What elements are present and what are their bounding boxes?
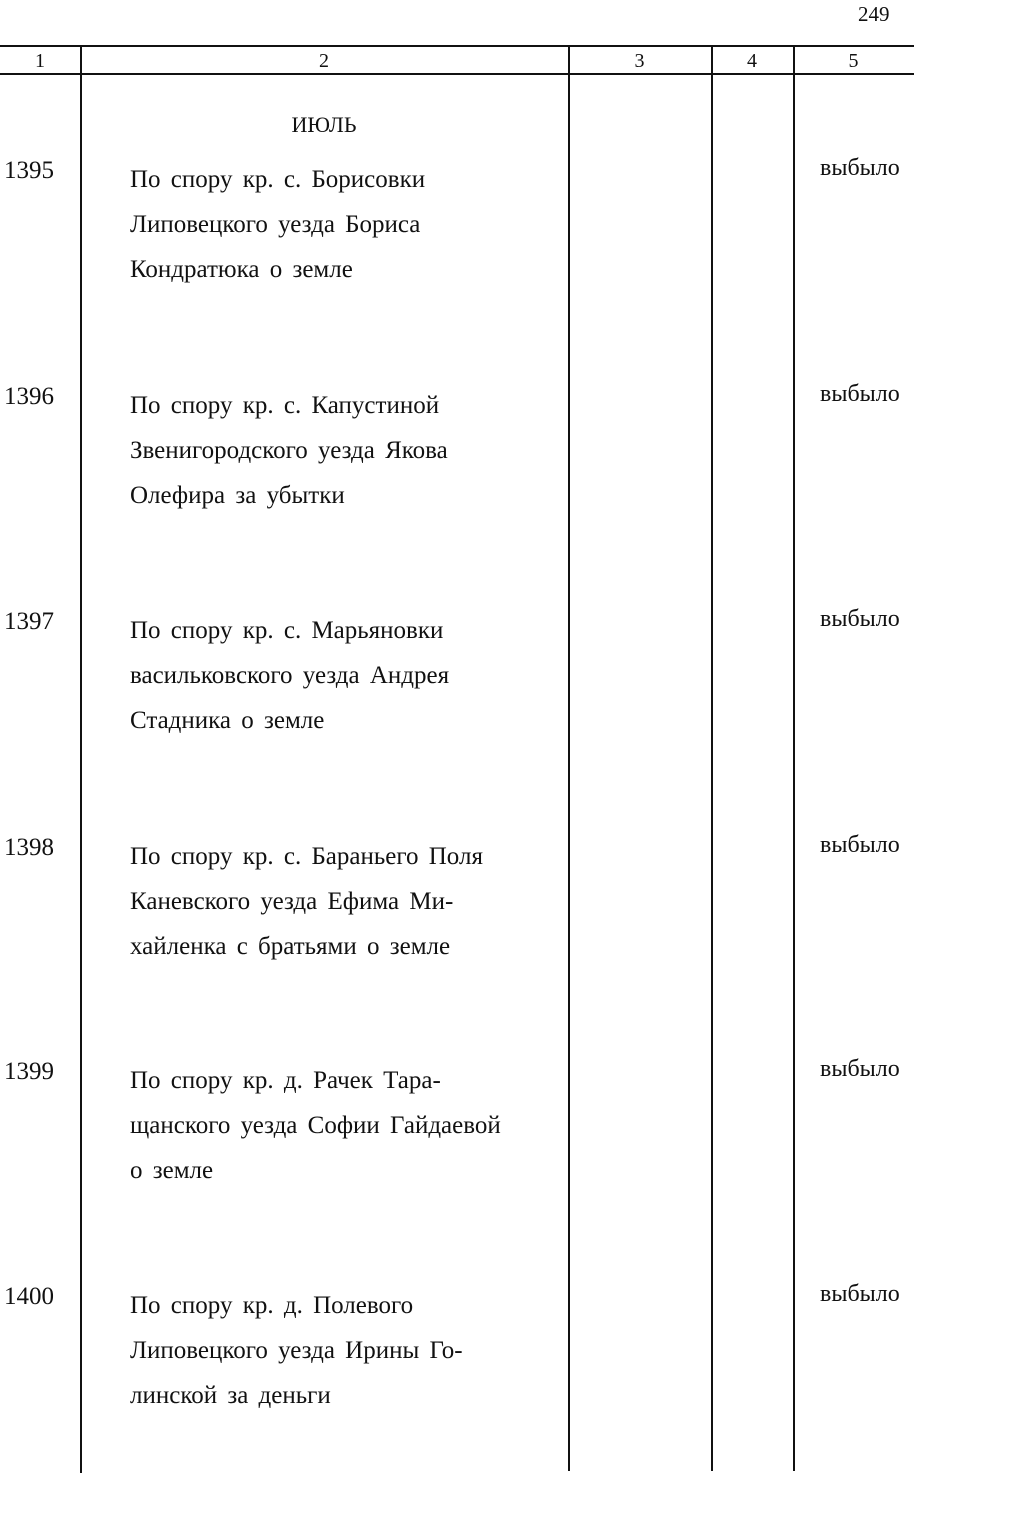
desc-line: Липовецкого уезда Бориса [130,211,421,238]
column-header-1: 1 [35,50,45,72]
desc-line: По спору кр. с. Капустиной [130,392,440,419]
desc-line: Кондратюка о земле [130,256,353,283]
desc-line: Олефира за убытки [130,482,345,509]
desc-line: васильковского уезда Андрея [130,662,450,689]
case-description [130,608,548,743]
table-row [0,834,914,1059]
column-header-3: 3 [634,50,645,72]
table-row [0,1283,914,1508]
desc-line: о земле [130,1157,214,1184]
case-status: выбыло [820,606,900,632]
case-status: выбыло [820,1281,900,1307]
case-description [130,1058,548,1193]
column-header-4: 4 [747,50,757,72]
desc-line: Липовецкого уезда Ирины Го- [130,1337,463,1364]
case-number: 1395 [4,157,54,184]
desc-line: По спору кр. д. Рачек Тара- [130,1067,441,1094]
desc-line: По спору кр. с. Борисовки [130,166,426,193]
case-number: 1399 [4,1058,54,1085]
case-description [130,383,548,518]
case-number: 1398 [4,834,54,861]
case-number: 1400 [4,1283,54,1310]
desc-line: По спору кр. с. Марьяновки [130,617,444,644]
desc-line: линской за деньги [130,1382,331,1409]
desc-line: хайленка с братьями о земле [130,933,451,960]
case-number: 1396 [4,383,54,410]
page-number: 249 [858,2,890,26]
case-description [130,157,548,292]
table-row [0,157,914,382]
table-top-rule [0,45,914,47]
month-heading: ИЮЛЬ [291,112,357,137]
desc-line: Стадника о земле [130,707,325,734]
case-description [130,1283,548,1418]
table-row [0,383,914,608]
case-status: выбыло [820,381,900,407]
desc-line: щанского уезда Софии Гайдаевой [130,1112,501,1139]
desc-line: По спору кр. д. Полевого [130,1292,414,1319]
desc-line: Каневского уезда Ефима Ми- [130,888,454,915]
case-status: выбыло [820,832,900,858]
column-header-5: 5 [848,50,859,72]
header-bottom-rule [0,73,914,75]
desc-line: По спору кр. с. Бараньего Поля [130,843,483,870]
case-number: 1397 [4,608,54,635]
table-row [0,1058,914,1283]
case-status: выбыло [820,155,900,181]
case-status: выбыло [820,1056,900,1082]
column-header-2: 2 [319,50,329,72]
case-description [130,834,548,969]
desc-line: Звенигородского уезда Якова [130,437,448,464]
table-row [0,608,914,833]
